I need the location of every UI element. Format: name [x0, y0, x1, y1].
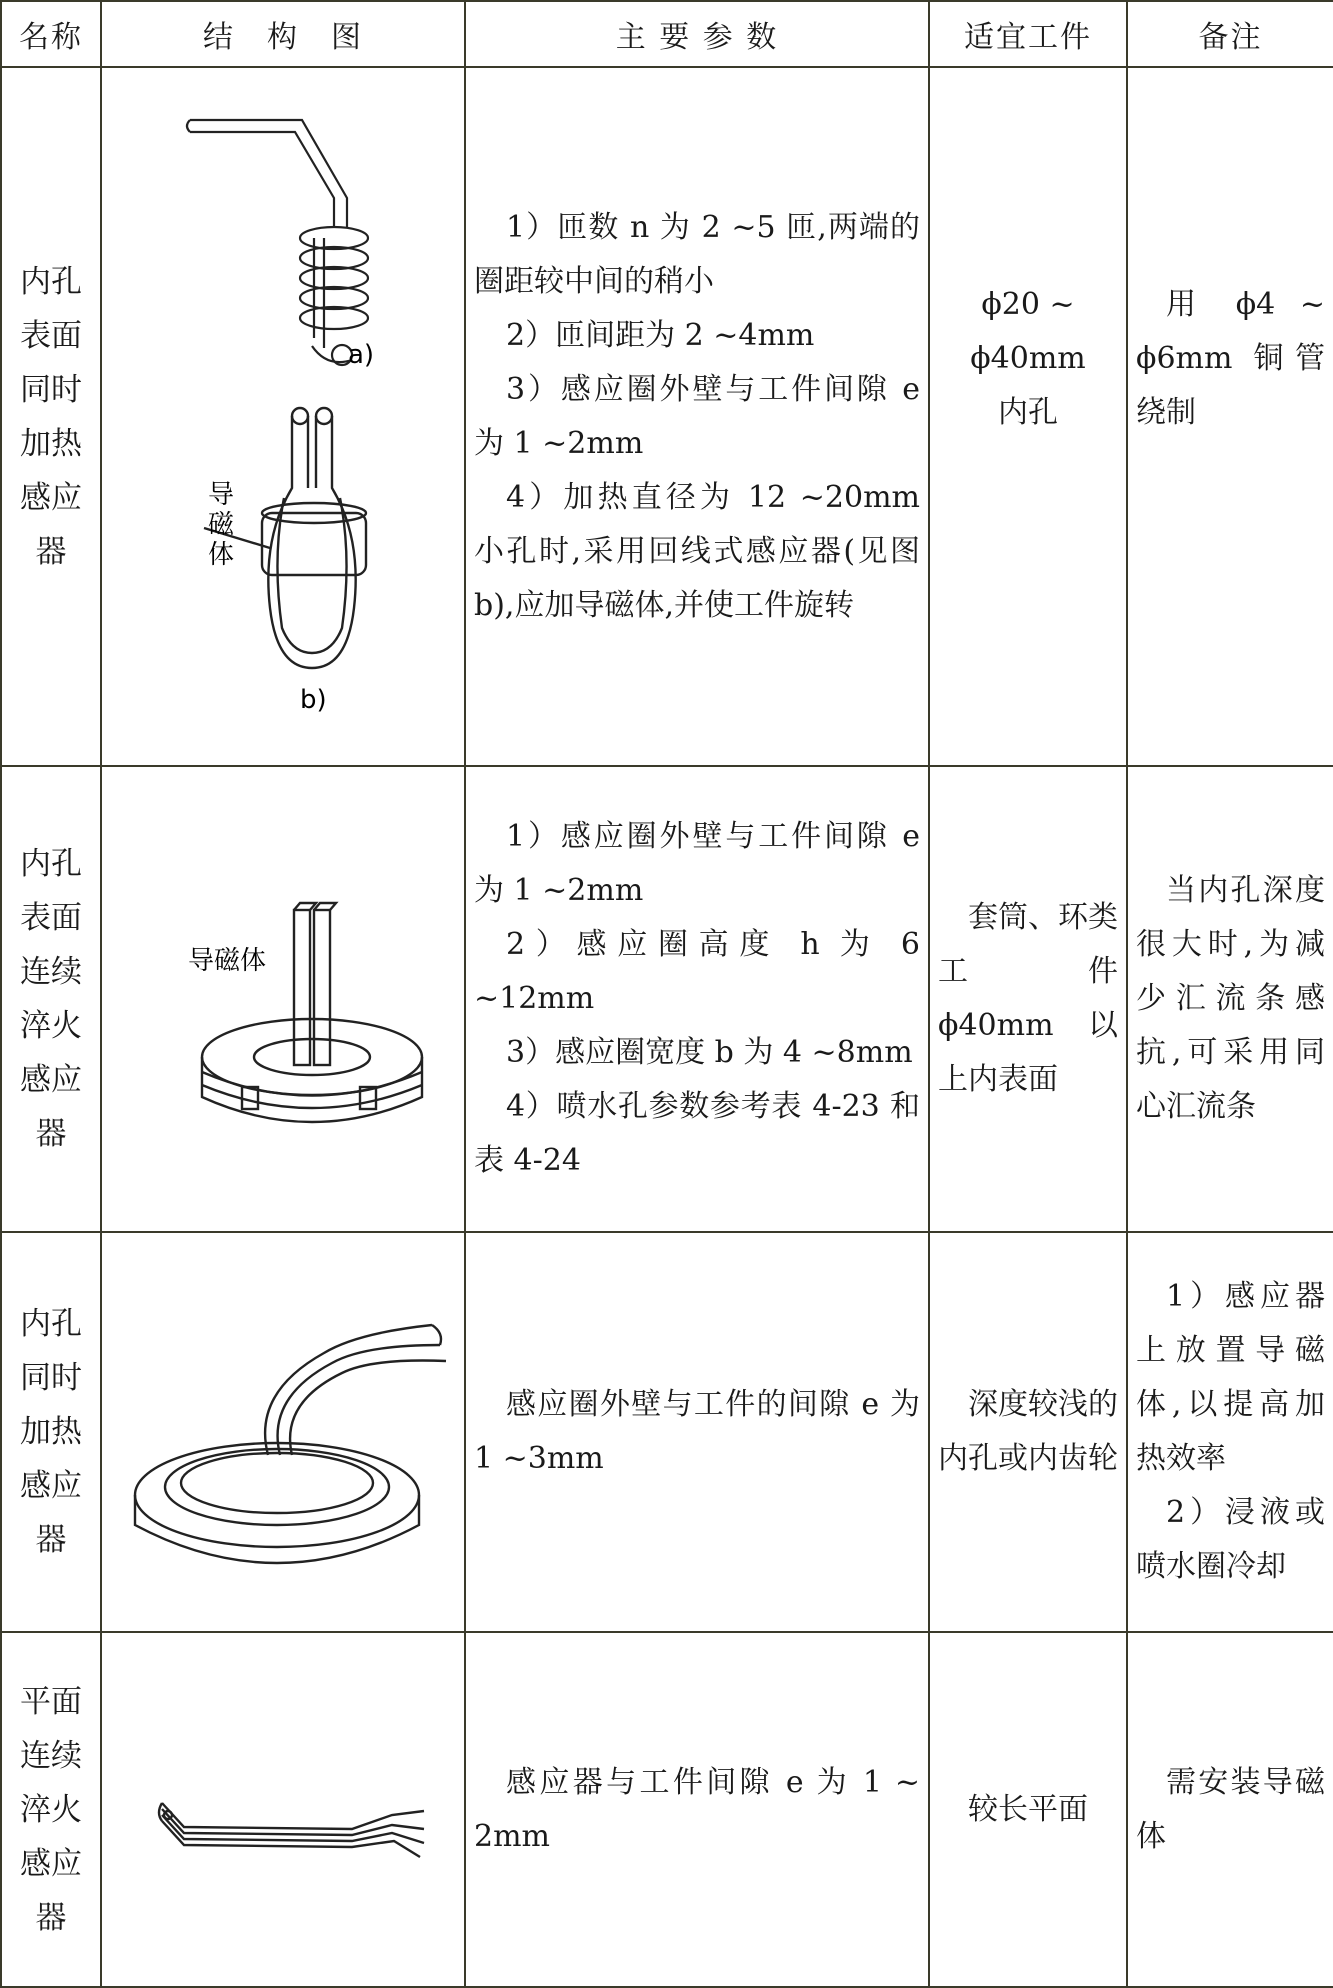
name-line: 感应	[20, 1468, 82, 1504]
shallow-bore-diagram	[102, 1233, 466, 1631]
name-line: 器	[35, 1116, 67, 1152]
table-row	[1, 1232, 1333, 1632]
header-workpiece: 适宜工件	[929, 1, 1127, 67]
continuous-quench-diagram	[102, 767, 466, 1231]
table-row	[1, 67, 1333, 766]
name-line: 淬火	[20, 1008, 82, 1044]
row-name	[1, 67, 101, 766]
param-line: 感应圈外壁与工件的间隙 e 为 1 ~3mm	[474, 1387, 920, 1476]
note-text: 当内孔深度很大时,为减少汇流条感抗,可采用同心汇流条	[1136, 873, 1325, 1124]
header-structure: 结 构 图	[101, 1, 465, 67]
name-line: 表面	[20, 317, 82, 354]
notes-cell	[1127, 67, 1333, 766]
workpiece-line: 内孔	[998, 395, 1058, 430]
name-line: 加热	[20, 425, 82, 462]
name-line: 同时	[20, 371, 82, 408]
magnet-label-2: 磁	[208, 510, 235, 540]
flat-coil-drawing	[135, 1325, 446, 1563]
table-row	[1, 1632, 1333, 1987]
row-name	[1, 766, 101, 1232]
structure-diagram-cell	[101, 67, 465, 766]
header-params: 主 要 参 数	[465, 1, 929, 67]
magnet-label-1: 导	[208, 480, 235, 510]
params-cell	[465, 67, 929, 766]
label-a: a)	[348, 340, 375, 370]
note-text: 用 ϕ4 ~ ϕ6mm 铜管绕制	[1136, 287, 1325, 430]
row-name	[1, 1232, 101, 1632]
workpiece-cell	[929, 1632, 1127, 1987]
workpiece-line: ϕ20 ~	[981, 287, 1075, 322]
name-line: 内孔	[20, 1306, 82, 1342]
param-line: 1）感应圈外壁与工件间隙 e 为 1 ~2mm	[474, 819, 920, 908]
notes-cell	[1127, 766, 1333, 1232]
name-line: 器	[35, 533, 67, 570]
name-line: 器	[35, 1522, 67, 1558]
notes-cell	[1127, 1632, 1333, 1987]
param-line: 2）匝间距为 2 ~4mm	[506, 317, 815, 353]
params-cell	[465, 1632, 929, 1987]
structure-diagram-cell	[101, 1632, 465, 1987]
workpiece-line: ϕ40mm	[970, 341, 1086, 376]
param-line: 3）感应圈宽度 b 为 4 ~8mm	[506, 1035, 913, 1070]
name-line: 感应	[20, 1845, 82, 1882]
magnet-label: 导磁体	[188, 946, 267, 976]
magnet-label-3: 体	[208, 540, 235, 570]
note-line: 2）浸液或喷水圈冷却	[1136, 1495, 1325, 1584]
param-line: 3）感应圈外壁与工件间隙 e 为 1 ~2mm	[474, 371, 920, 461]
row-name	[1, 1632, 101, 1987]
table-row	[1, 766, 1333, 1232]
note-line: 1）感应器上放置导磁体,以提高加热效率	[1136, 1279, 1325, 1476]
name-line: 器	[35, 1899, 67, 1936]
label-b: b)	[300, 685, 327, 715]
name-line: 同时	[20, 1360, 82, 1396]
name-line: 内孔	[20, 263, 82, 300]
params-cell	[465, 766, 929, 1232]
coil-diagram	[102, 68, 466, 765]
note-text: 需安装导磁体	[1136, 1764, 1325, 1854]
structure-diagram-cell	[101, 766, 465, 1232]
header-name: 名称	[1, 1, 101, 67]
name-line: 内孔	[20, 846, 82, 882]
flat-surface-diagram	[102, 1633, 466, 1986]
name-line: 平面	[20, 1683, 82, 1720]
workpiece-cell	[929, 1232, 1127, 1632]
workpiece-cell	[929, 766, 1127, 1232]
workpiece-cell	[929, 67, 1127, 766]
helical-coil-drawing	[187, 120, 368, 365]
param-line: 感应器与工件间隙 e 为 1 ~ 2mm	[474, 1764, 920, 1854]
workpiece-text: 套筒、环类工件 ϕ40mm 以上内表面	[938, 900, 1118, 1097]
workpiece-text: 较长平面	[968, 1791, 1088, 1827]
structure-diagram-cell	[101, 1232, 465, 1632]
header-row	[1, 1, 1333, 67]
hairpin-coil-drawing	[159, 1803, 424, 1857]
name-line: 淬火	[20, 1791, 82, 1828]
name-line: 连续	[20, 1737, 82, 1774]
name-line: 连续	[20, 954, 82, 990]
header-notes: 备注	[1127, 1, 1333, 67]
param-line: 1）匝数 n 为 2 ~5 匝,两端的圈距较中间的稍小	[474, 209, 920, 299]
name-line: 表面	[20, 900, 82, 936]
name-line: 感应	[20, 479, 82, 516]
params-cell	[465, 1232, 929, 1632]
param-line: 4）加热直径为 12 ~20mm 小孔时,采用回线式感应器(见图 b),应加导磁体,并使工件旋转	[474, 479, 920, 623]
param-line: 2）感应圈高度 h 为 6 ~12mm	[474, 927, 920, 1016]
ring-inductor-drawing	[202, 903, 422, 1122]
name-line: 加热	[20, 1414, 82, 1450]
notes-cell	[1127, 1232, 1333, 1632]
name-line: 感应	[20, 1062, 82, 1098]
param-line: 4）喷水孔参数参考表 4-23 和表 4-24	[474, 1089, 920, 1178]
workpiece-text: 深度较浅的内孔或内齿轮	[938, 1387, 1118, 1476]
